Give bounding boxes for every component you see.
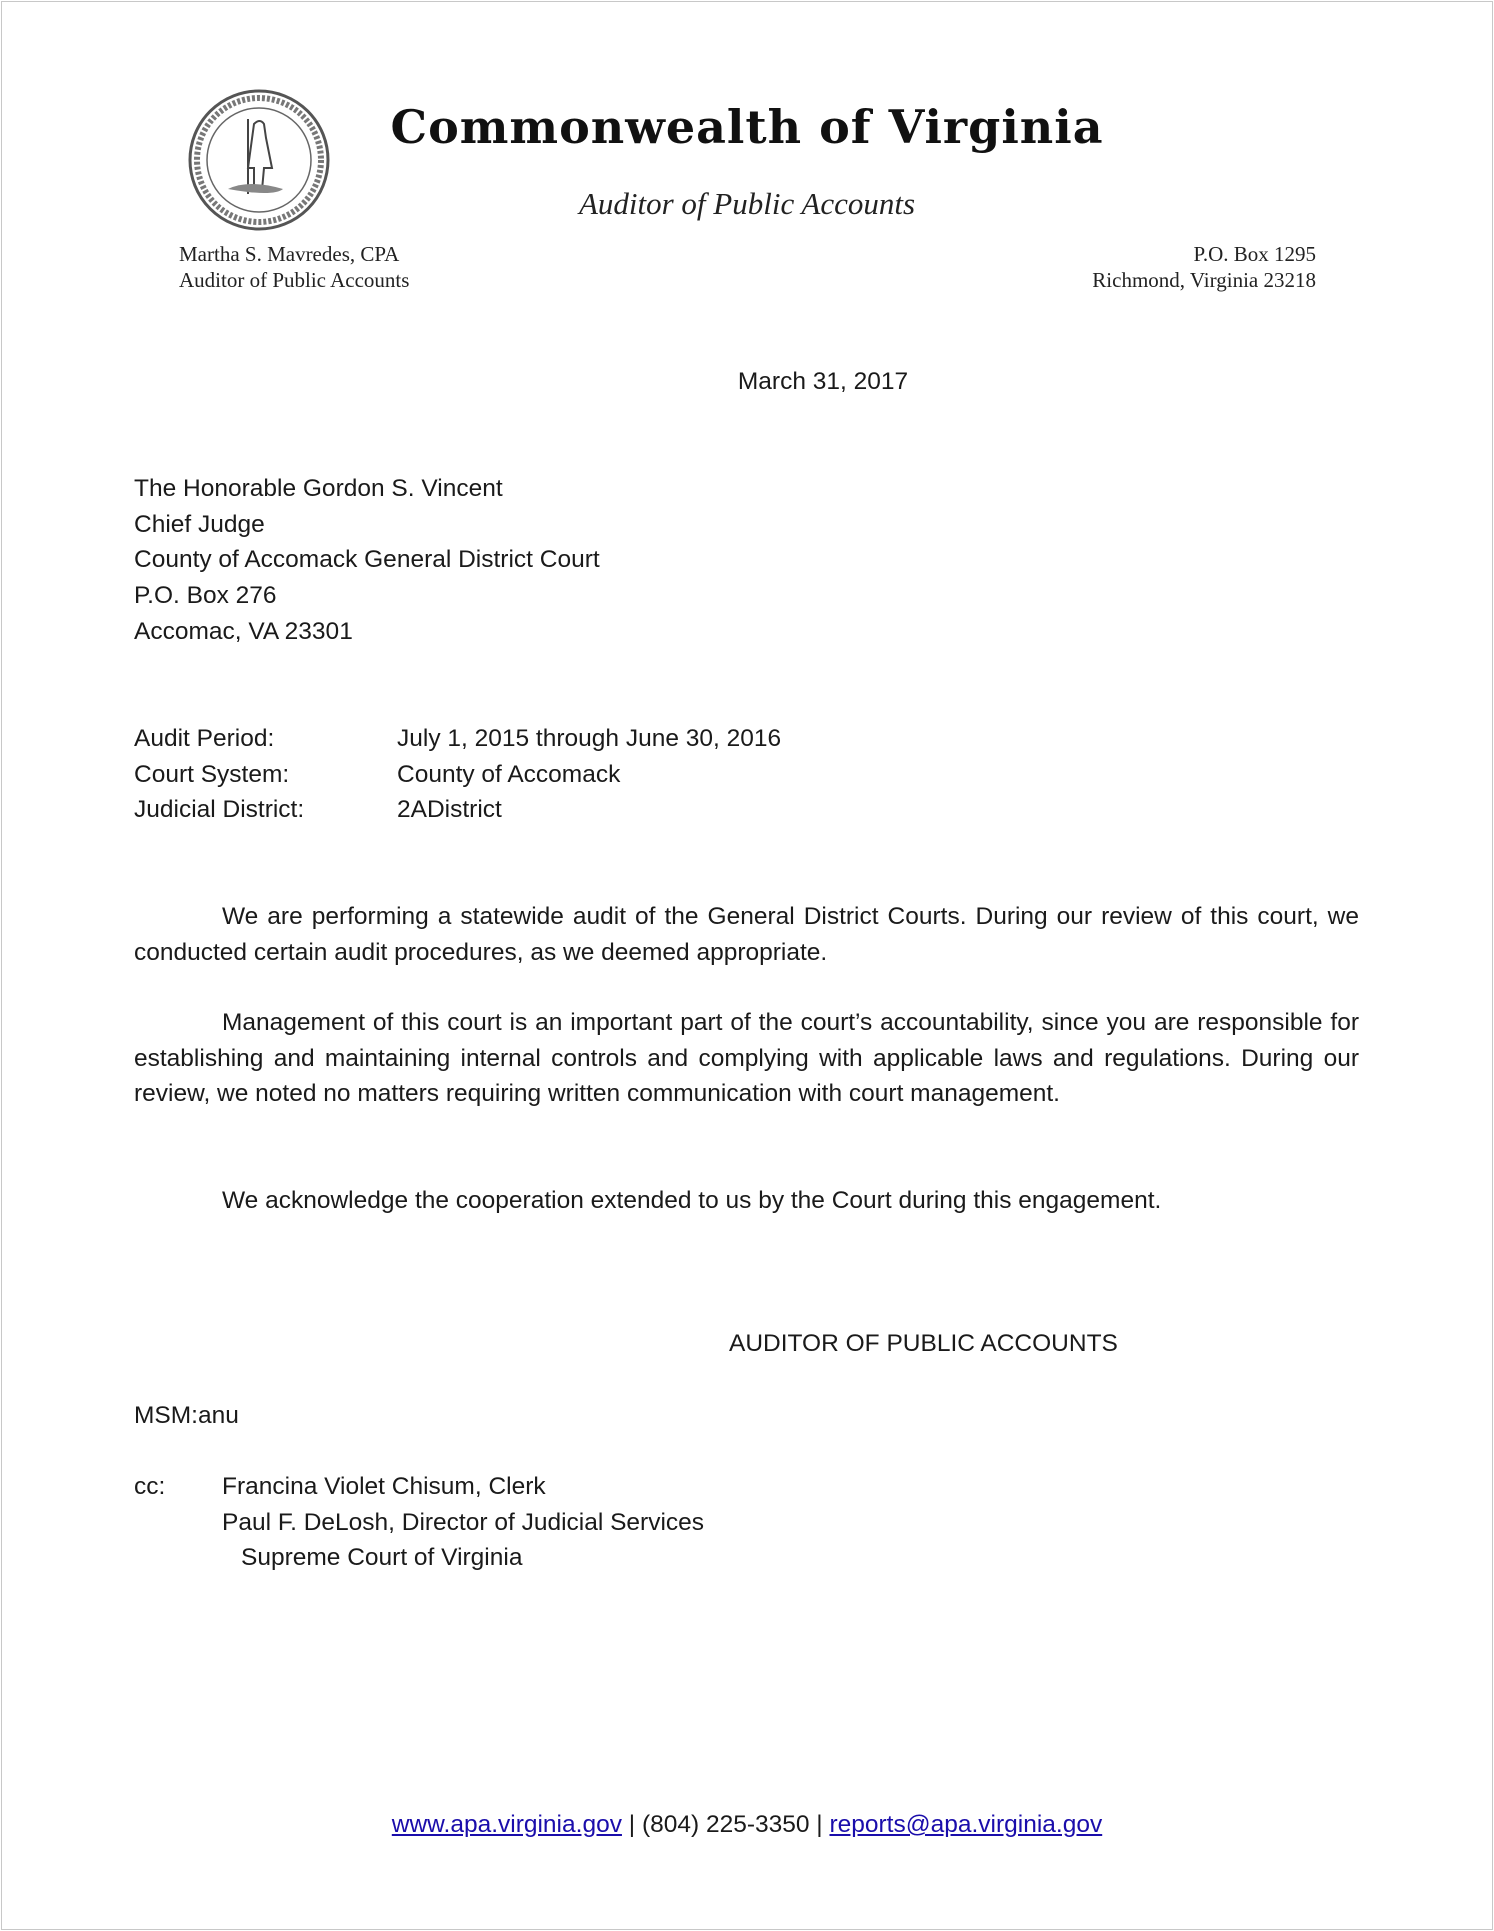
email-link[interactable]: reports@apa.virginia.gov (829, 1811, 1103, 1838)
recipient-address (134, 471, 600, 650)
detail-row (134, 757, 781, 793)
separator: | (809, 1811, 830, 1838)
paragraph-1: We are performing a statewide audit of the General District Courts. During our review of this court, we conducted certain audit procedures, as we deemed appropriate. (134, 903, 1359, 966)
paragraph-3: We acknowledge the cooperation extended to us by the Court during this engagement. (222, 1187, 1162, 1214)
detail-row (134, 792, 781, 828)
cc-label: cc: (134, 1473, 166, 1500)
cc-list (222, 1469, 704, 1576)
recipient-line: County of Accomack General District Court (134, 546, 600, 574)
recipient-line: Accomac, VA 23301 (134, 617, 353, 645)
signature-block: AUDITOR OF PUBLIC ACCOUNTS (729, 1330, 1118, 1357)
letterhead-subtitle: Auditor of Public Accounts (578, 186, 916, 221)
city-state-zip: Richmond, Virginia 23218 (1092, 268, 1316, 292)
detail-value: 2ADistrict (397, 796, 502, 824)
phone-number: (804) 225-3350 (641, 1811, 810, 1838)
cc-line: Francina Violet Chisum, Clerk (222, 1473, 546, 1500)
cc-line: Paul F. DeLosh, Director of Judicial Services (222, 1508, 705, 1536)
detail-label: Audit Period: (134, 725, 275, 752)
recipient-line: The Honorable Gordon S. Vincent (134, 475, 503, 502)
detail-label: Judicial District: (134, 796, 305, 824)
detail-value: July 1, 2015 through June 30, 2016 (397, 725, 782, 752)
recipient-line: Chief Judge (134, 510, 265, 538)
detail-label: Court System: (134, 760, 290, 788)
footer (0, 1807, 1494, 1843)
detail-row (134, 721, 781, 757)
website-link[interactable]: www.apa.virginia.gov (391, 1811, 622, 1838)
initials: MSM:anu (134, 1402, 239, 1429)
letter-date: March 31, 2017 (737, 368, 909, 395)
audit-details (134, 721, 781, 828)
po-box: P.O. Box 1295 (1193, 242, 1316, 266)
recipient-line: P.O. Box 276 (134, 582, 277, 610)
mailing-address-block (1092, 241, 1316, 293)
cc-line: Supreme Court of Virginia (241, 1544, 523, 1572)
paragraph-2: Management of this court is an important part of the court’s accountability, since you are responsible for establishing and maintaining internal controls and complying with applicable laws and regulations. During our review, we noted no matters requiring written communication with court management. (134, 1009, 1359, 1108)
detail-value: County of Accomack (397, 760, 621, 788)
auditor-name: Martha S. Mavredes, CPA (179, 242, 400, 266)
letterhead-title: Commonwealth of Virginia (390, 100, 1104, 154)
auditor-name-block (179, 241, 409, 293)
auditor-title: Auditor of Public Accounts (179, 268, 410, 292)
separator: | (621, 1811, 642, 1838)
